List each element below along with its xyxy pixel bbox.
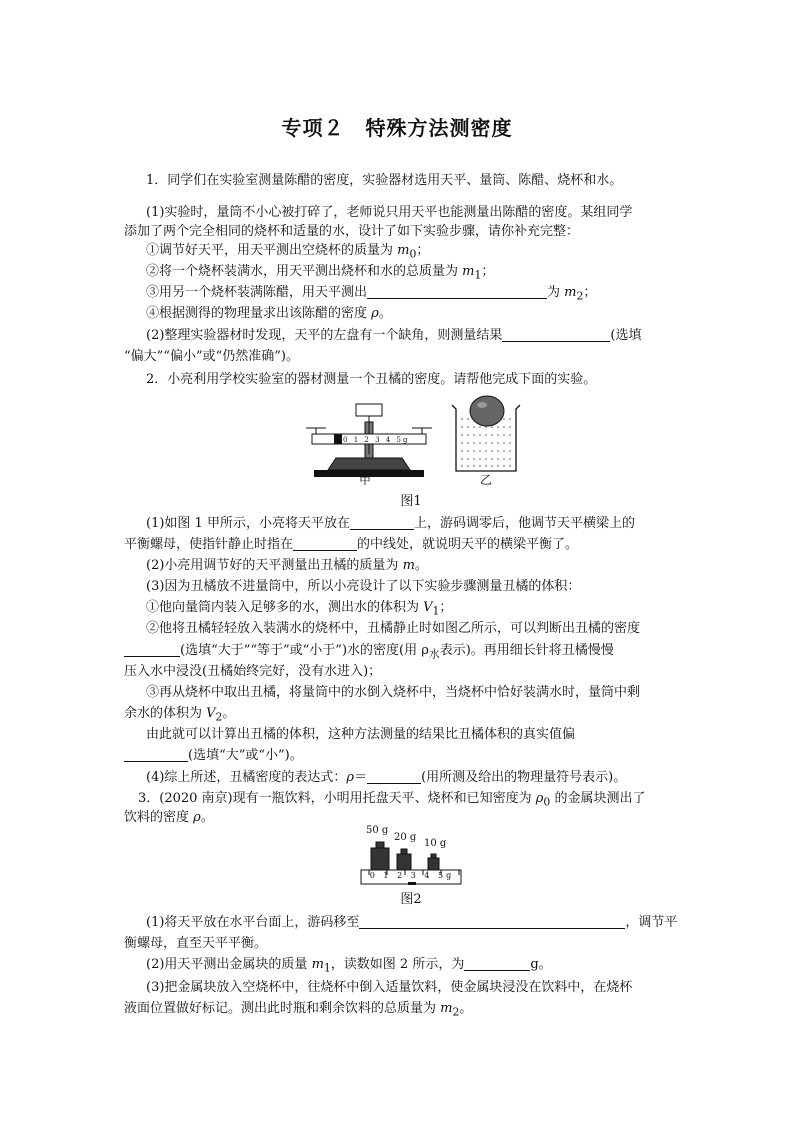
q2-step2-blank[interactable] (124, 642, 180, 657)
q3-part1-blank[interactable] (359, 914, 625, 929)
q1-part1-line2: 添加了两个完全相同的烧杯和适量的水，设计了如下实验步骤，请你补充完整： (124, 224, 580, 239)
q3-intro-line2: 饮料的密度 ρ。 (124, 810, 214, 825)
q2-part3: (3)因为丑橘放不进量筒中，所以小亮设计了以下实验步骤测量丑橘的体积： (146, 579, 581, 594)
q2-part1-line2: 平衡螺母，使指针静止时指在 的中线处，就说明天平的横梁平衡了。 (124, 537, 579, 552)
ruler-labels: 0 1 2 3 4 5g (369, 871, 455, 880)
q3-intro-line1: 3．(2020 南京)现有一瓶饮料，小明用托盘天平、烧杯和已知密度为 $\rho_0$ 的金属块测出了 (138, 791, 646, 809)
balance-scale-labels: 0 1 2 3 4 5g (343, 436, 410, 444)
q3-part3-line1: (3)把金属块放入空烧杯中，往烧杯中倒入适量饮料，使金属块浸没在饮料中，在烧杯 (146, 980, 633, 995)
q1-step3-blank[interactable] (367, 284, 547, 299)
weight-10g-label: 10 g (424, 838, 447, 849)
q2-intro: 2．小亮利用学校实验室的器材测量一个丑橘的密度。请帮他完成下面的实验。 (146, 372, 597, 387)
q1-part2-blank[interactable] (502, 327, 610, 342)
q2-step3-line1: ③再从烧杯中取出丑橘，将量筒中的水倒入烧杯中，当烧杯中恰好装满水时，量筒中剩 (146, 685, 641, 700)
q2-part1-blank1[interactable] (350, 515, 414, 530)
q3-part2-blank[interactable] (464, 956, 530, 971)
q2-result-line1: 由此就可以计算出丑橘的体积，这种方法测量的结果比丑橘体积的真实值偏 (146, 727, 576, 742)
figure-a-label: 甲 (358, 473, 371, 487)
figure-b-label: 乙 (479, 473, 492, 487)
weight-50g-label: 50 g (366, 825, 389, 836)
beaker-figure (446, 393, 526, 475)
q2-part4: (4)综上所述，丑橘密度的表达式：ρ＝ (用所测及给出的物理量符号表示)。 (146, 770, 627, 785)
q2-result-line2: (选填“大”或“小”)。 (124, 746, 672, 765)
q2-step2-line3: 压入水中浸没(丑橘始终完好，没有水进入)； (124, 664, 382, 679)
q2-part4-blank[interactable] (367, 769, 421, 784)
figure1-caption: 图1 (400, 494, 422, 509)
q3-part2: (2)用天平测出金属块的质量 $m_1$，读数如图 2 所示，为 g。 (146, 957, 552, 975)
q1-part2-line2: “偏大”“偏小”或“仍然准确”)。 (124, 349, 299, 364)
q1-step4: ④根据测得的物理量求出该陈醋的密度 ρ。 (146, 306, 392, 321)
q2-part1-blank2[interactable] (293, 536, 357, 551)
q1-part1-line1: (1)实验时，量筒不小心被打碎了，老师说只用天平也能测量出陈醋的密度。某组同学 (146, 205, 633, 220)
page-title: 专项２ 特殊方法测密度 (281, 116, 513, 140)
figure2-caption: 图2 (400, 892, 422, 907)
q1-step2: ②将一个烧杯装满水，用天平测出烧杯和水的总质量为 $m_1$； (146, 264, 495, 282)
q1-step3: ③用另一个烧杯装满陈醋，用天平测出 为 $m_2$； (146, 285, 597, 303)
q2-result-blank[interactable] (124, 747, 188, 762)
q2-step1: ①他向量筒内装入足够多的水，测出水的体积为 $V_1$； (146, 600, 453, 618)
q2-part2: (2)小亮用调节好的天平测量出丑橘的质量为 m。 (146, 558, 428, 573)
q1-step1: ①调节好天平，用天平测出空烧杯的质量为 $m_0$； (146, 243, 430, 261)
q3-part1-line1: (1)将天平放在水平台面上，游码移至 ，调节平 (146, 915, 678, 930)
q3-part3-line2: 液面位置做好标记。测出此时瓶和剩余饮料的总质量为 $m_2$。 (124, 1001, 473, 1019)
q1-part2: (2)整理实验器材时发现，天平的左盘有一个缺角，则测量结果 (选填 (146, 328, 642, 343)
weight-20g-label: 20 g (394, 832, 417, 843)
q2-step2-line2: (选填“大于”“等于”或“小于”)水的密度(用 $\rho_水$表示)。再用细长针将丑橘慢慢 (124, 641, 672, 664)
q2-part1-line1: (1)如图 1 甲所示，小亮将天平放在 上，游码调零后，他调节天平横梁上的 (146, 516, 635, 531)
q2-step2-line1: ②他将丑橘轻轻放入装满水的烧杯中，丑橘静止时如图乙所示，可以判断出丑橘的密度 (146, 621, 641, 636)
q2-step3-line2: 余水的体积为 $V_2$。 (124, 706, 236, 724)
q1-intro: 1．同学们在实验室测量陈醋的密度，实验器材选用天平、量筒、陈醋、烧杯和水。 (146, 173, 623, 188)
q3-part1-line2: 衡螺母，直至天平平衡。 (124, 936, 268, 951)
